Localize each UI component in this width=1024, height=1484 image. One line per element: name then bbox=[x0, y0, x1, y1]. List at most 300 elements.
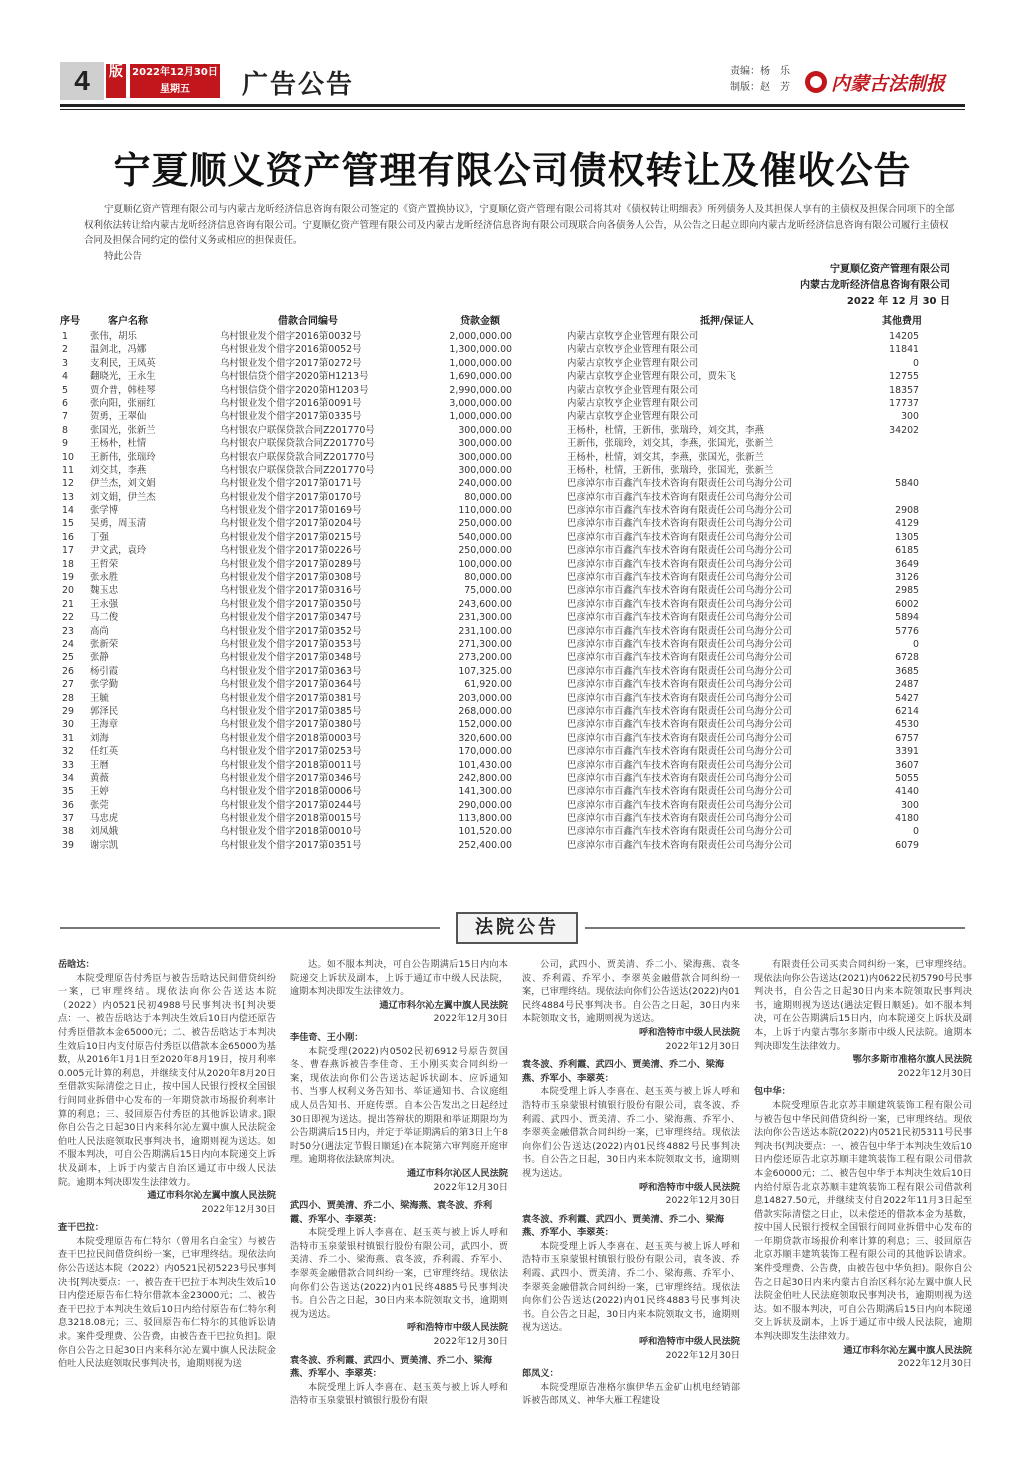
contract-number: 乌村银业发个借字2018第0010号 bbox=[220, 826, 362, 838]
row-index: 17 bbox=[62, 545, 74, 557]
row-index: 9 bbox=[62, 438, 68, 450]
production-line: 制版：赵 芳 bbox=[730, 82, 790, 93]
notice-intro: 宁夏顺亿资产管理有限公司与内蒙古龙昕经济信息咨询有限公司签定的《资产置换协议》，宁夏顺亿资产管理有限公司将其对《债权转让明细表》所列债务人及其担保人享有的主债权及担保合同项下的全部权利依法转让给内蒙古龙昕经济信息咨询有限公司。宁夏顺亿资产管理有限公司及内蒙古龙昕经济信息咨询有限公司现联合向各债务人公告，从公告之日起立即向内蒙古龙昕经济信息咨询有限公司履行主债权合同及担保合同约定的偿付义务或相应的担保责任。 bbox=[84, 204, 955, 246]
issue-date-block bbox=[130, 64, 220, 98]
other-fees: 14205 bbox=[889, 331, 919, 342]
table-row bbox=[60, 397, 965, 410]
notice-body: 本院受理原告准格尔旗伊华五金矿山机电经销部诉被告郎凤义、神华大雁工程建设 bbox=[522, 1381, 740, 1407]
row-index: 10 bbox=[62, 451, 74, 463]
row-index: 27 bbox=[62, 679, 74, 691]
row-index: 32 bbox=[62, 746, 74, 758]
contract-number: 乌村银业发个借字2017第0204号 bbox=[220, 518, 362, 530]
row-index: 26 bbox=[62, 665, 74, 677]
notice-closing: 特此公告 bbox=[104, 251, 143, 262]
row-index: 33 bbox=[62, 759, 74, 771]
contract-number: 乌村银农户联保贷款合同Z201770号 bbox=[220, 464, 375, 476]
masthead-rule-thin bbox=[60, 109, 965, 110]
table-row bbox=[60, 812, 965, 825]
row-index: 34 bbox=[62, 772, 74, 784]
court-notice-banner bbox=[60, 912, 965, 944]
row-index: 2 bbox=[62, 344, 68, 356]
loan-amount: 1,000,000.00 bbox=[449, 411, 512, 423]
guarantor: 巴彦淖尔市百鑫汽车技术咨询有限责任公司乌海分公司 bbox=[567, 612, 793, 624]
row-index: 36 bbox=[62, 799, 74, 811]
loan-amount: 2,990,000.00 bbox=[449, 384, 512, 396]
guarantor: 巴彦淖尔市百鑫汽车技术咨询有限责任公司乌海分公司 bbox=[567, 505, 793, 517]
table-row bbox=[60, 772, 965, 785]
notice-body: 本院受理上诉人李喜在、赵玉英与被上诉人呼和浩特市玉泉蒙银村镇银行股份有限 bbox=[290, 1381, 508, 1407]
guarantor: 巴彦淖尔市百鑫汽车技术咨询有限责任公司乌海分公司 bbox=[567, 692, 793, 704]
other-fees: 6002 bbox=[895, 598, 919, 610]
row-index: 28 bbox=[62, 692, 74, 704]
customer-name: 伊兰杰，刘文娟 bbox=[90, 478, 156, 490]
contract-number: 乌村银农户联保贷款合同Z201770号 bbox=[220, 451, 375, 463]
other-fees: 12755 bbox=[889, 371, 919, 383]
other-fees: 0 bbox=[913, 357, 919, 369]
customer-name: 张向阳，张丽红 bbox=[90, 397, 156, 409]
row-index: 4 bbox=[62, 371, 68, 383]
customer-name: 丁强 bbox=[90, 531, 109, 543]
row-index: 22 bbox=[62, 612, 74, 624]
table-row bbox=[60, 558, 965, 571]
table-row bbox=[60, 517, 965, 530]
banner-rule-right bbox=[585, 927, 965, 929]
signer-company-1: 宁夏顺亿资产管理有限公司 bbox=[830, 264, 950, 275]
other-fees: 0 bbox=[913, 638, 919, 650]
other-fees: 300 bbox=[901, 411, 919, 423]
contract-number: 乌村银业发个借字2017第0364号 bbox=[220, 679, 362, 691]
guarantor: 内蒙古京牧亨企业管理有限公司 bbox=[567, 357, 699, 369]
contract-number: 乌村银业发个借字2017第0363号 bbox=[220, 665, 362, 677]
loan-amount: 231,100.00 bbox=[458, 625, 512, 637]
customer-name: 郭泽民 bbox=[90, 705, 119, 717]
loan-amount: 250,000.00 bbox=[458, 518, 512, 530]
other-fees: 6185 bbox=[895, 545, 919, 557]
court-name: 通辽市科尔沁左翼中旗人民法院 bbox=[379, 999, 508, 1011]
other-fees: 2487 bbox=[895, 679, 919, 691]
table-row bbox=[60, 584, 965, 597]
contract-number: 乌村银业发个借字2017第0381号 bbox=[220, 692, 362, 704]
customer-name: 魏玉忠 bbox=[90, 585, 119, 597]
other-fees: 5840 bbox=[895, 478, 919, 490]
table-row bbox=[60, 531, 965, 544]
notice-body: 本院受理(2022)内0502民初6912号原告贺国冬、曹春燕诉被告李佳奇、王小刚买卖合同纠纷一案，现依法向你们公告送达起诉状副本、应诉通知书、当事人权利义务告知书、举证通知书、合议庭组成人员告知书、开庭传票。自本公告发出之日起经过30日即视为送达。提出答辩状的期限和举证期限均为公告期满后15日内，并定于举证期满后的第3日上午8时50分(遇法定节假日顺延)在本院第六审判庭开庭审理。逾期将依法缺席判决。 bbox=[290, 1045, 508, 1166]
guarantor: 巴彦淖尔市百鑫汽车技术咨询有限责任公司乌海分公司 bbox=[567, 491, 793, 503]
notice-addressee: 袁冬波、乔利霞、武四小、贾美清、乔二小、梁海燕、乔军小、李翠英： bbox=[522, 1213, 725, 1239]
customer-name: 王婷 bbox=[90, 786, 109, 798]
guarantor: 内蒙古京牧亨企业管理有限公司，贾朱飞 bbox=[567, 371, 736, 383]
table-row bbox=[60, 424, 965, 437]
row-index: 37 bbox=[62, 813, 74, 825]
table-row bbox=[60, 678, 965, 691]
guarantor: 巴彦淖尔市百鑫汽车技术咨询有限责任公司乌海分公司 bbox=[567, 478, 793, 490]
guarantor: 巴彦淖尔市百鑫汽车技术咨询有限责任公司乌海分公司 bbox=[567, 558, 793, 570]
loan-amount: 141,300.00 bbox=[458, 786, 512, 798]
other-fees: 6757 bbox=[895, 732, 919, 744]
customer-name: 马二俊 bbox=[90, 612, 119, 624]
customer-name: 高尚 bbox=[90, 625, 109, 637]
masthead-rule bbox=[60, 104, 965, 107]
notice-date: 2022年12月30日 bbox=[665, 1195, 740, 1207]
other-fees: 4140 bbox=[895, 786, 919, 798]
contract-number: 乌村银业发个借字2017第0253号 bbox=[220, 746, 362, 758]
table-row bbox=[60, 544, 965, 557]
customer-name: 支利民，王凤英 bbox=[90, 357, 156, 369]
customer-name: 马忠虎 bbox=[90, 813, 119, 825]
loan-amount: 240,000.00 bbox=[458, 478, 512, 490]
court-name: 通辽市科尔沁左翼中旗人民法院 bbox=[147, 1190, 276, 1202]
guarantor: 王新伟，张瑞玲，刘交其，李燕，张国光，张新兰 bbox=[567, 438, 774, 450]
court-name: 通辽市科尔沁左翼中旗人民法院 bbox=[843, 1344, 972, 1356]
loan-amount: 100,000.00 bbox=[458, 558, 512, 570]
notice-body: 本院受理上诉人李喜在、赵玉英与被上诉人呼和浩特市玉泉蒙银村镇银行股份有限公司，袁冬波、乔利霞、武四小、贾美清、乔二小、梁海燕、乔军小、李翠英金融借款合同纠纷一案，已审理终结。现依法向你们公告送达(2022)内01民终4883号民事判决书。自公告之日起，30日内来本院领取文书，逾期则视为送达。 bbox=[522, 1240, 740, 1334]
notice-date: 2022年12月30日 bbox=[433, 1013, 508, 1025]
row-index: 5 bbox=[62, 384, 68, 396]
other-fees: 4180 bbox=[895, 813, 919, 825]
customer-name: 贺勇，王翠仙 bbox=[90, 411, 147, 423]
loan-amount: 300,000.00 bbox=[458, 438, 512, 450]
customer-name: 张学勤 bbox=[90, 679, 119, 691]
table-row bbox=[60, 785, 965, 798]
contract-number: 乌村银业发个借字2017第0308号 bbox=[220, 572, 362, 584]
row-index: 38 bbox=[62, 826, 74, 838]
contract-number: 乌村银业发个借字2017第0335号 bbox=[220, 411, 362, 423]
guarantor: 内蒙古京牧亨企业管理有限公司 bbox=[567, 411, 699, 423]
other-fees: 5776 bbox=[895, 625, 919, 637]
table-row bbox=[60, 759, 965, 772]
newspaper-brand bbox=[805, 68, 945, 96]
contract-number: 乌村银业发个借字2018第0006号 bbox=[220, 786, 362, 798]
row-index: 1 bbox=[62, 331, 68, 342]
table-row bbox=[60, 718, 965, 731]
other-fees: 6214 bbox=[895, 705, 919, 717]
column-header-customer: 客户名称 bbox=[108, 316, 148, 327]
brand-logo-icon bbox=[805, 71, 827, 93]
loan-amount: 152,000.00 bbox=[458, 719, 512, 731]
loan-amount: 300,000.00 bbox=[458, 451, 512, 463]
court-name: 呼和浩特市中级人民法院 bbox=[638, 1026, 740, 1038]
other-fees: 3649 bbox=[895, 558, 919, 570]
guarantor: 巴彦淖尔市百鑫汽车技术咨询有限责任公司乌海分公司 bbox=[567, 518, 793, 530]
other-fees: 5894 bbox=[895, 612, 919, 624]
row-index: 16 bbox=[62, 531, 74, 543]
customer-name: 尹文武，袁玲 bbox=[90, 545, 147, 557]
table-row bbox=[60, 665, 965, 678]
debt-table-header bbox=[60, 312, 965, 328]
court-notice-heading: 法院公告 bbox=[456, 912, 578, 944]
loan-amount: 101,430.00 bbox=[458, 759, 512, 771]
loan-amount: 273,200.00 bbox=[458, 652, 512, 664]
loan-amount: 110,000.00 bbox=[458, 505, 512, 517]
customer-name: 王哲荣 bbox=[90, 558, 119, 570]
customer-name: 张伟，胡乐 bbox=[90, 331, 137, 342]
row-index: 39 bbox=[62, 839, 74, 851]
guarantor: 内蒙古京牧亨企业管理有限公司 bbox=[567, 397, 699, 409]
guarantor: 巴彦淖尔市百鑫汽车技术咨询有限责任公司乌海分公司 bbox=[567, 585, 793, 597]
notice-body: 本院受理原告付秀臣与被告岳晗达民间借贷纠纷一案，已审理终结。现依法向你公告送达本院（2022）内0521民初4988号民事判决书[判决要点：一、被告岳晗达于本判决生效后10日内偿还原告付秀臣借款本金65000元；二、被告岳晗达于本判决生效后10日内支付原告付秀臣以借款本金65000为基数，从2016年1月1日至2020年8月19日，按月利率0.005元计算的利息，并继续支付从2020年8月20日至借款实际清偿之日止，按中国人民银行授权全国银行间同业拆借中心发布的一年期贷款市场报价利率计算的利息；三、驳回原告付秀臣的其他诉讼请求。]限你自公告之日起30日内来科尔沁左翼中旗人民法院金伯吐人民法庭领取民事判决书，逾期则视为送达。如不服本判决，可自公告期满后15日内向本院递交上诉状及副本，上诉于内蒙古自治区通辽市中级人民法院。逾期本判决即发生法律效力。 bbox=[58, 972, 276, 1188]
notice-body: 有限责任公司买卖合同纠纷一案，已审理终结。现依法向你公告送达(2021)内0622民初5790号民事判决书，自公告之日起30日内来本院领取民事判决书，逾期则视为送达(遇法定假日顺延)。如不服本判决，可在公告期满后15日内，向本院递交上诉状及副本，上诉于内蒙古鄂尔多斯市中级人民法院。逾期本判决即发生法律效力。 bbox=[754, 959, 972, 1052]
contract-number: 乌村银业发个借字2016第0091号 bbox=[220, 397, 362, 409]
court-notices bbox=[58, 958, 974, 1480]
column-header-index: 序号 bbox=[60, 316, 80, 327]
loan-amount: 540,000.00 bbox=[458, 531, 512, 543]
customer-name: 刘海 bbox=[90, 732, 109, 744]
row-index: 30 bbox=[62, 719, 74, 731]
notice-addressee: 查干巴拉： bbox=[58, 1222, 104, 1234]
table-row bbox=[60, 410, 965, 423]
loan-amount: 101,520.00 bbox=[458, 826, 512, 838]
other-fees: 6079 bbox=[895, 839, 919, 851]
table-row bbox=[60, 839, 965, 852]
notice-body: 公司，武四小、贾美清、乔二小、梁海燕、袁冬波、乔利霞、乔军小、李翠英金融借款合同纠纷一案，已审理终结。现依法向你们公告送达(2022)内01民终4884号民事判决书。自公告之日起，30日内来本院领取文书，逾期则视为送达。 bbox=[522, 959, 740, 1025]
column-header-contract: 借款合同编号 bbox=[278, 316, 338, 327]
guarantor: 巴彦淖尔市百鑫汽车技术咨询有限责任公司乌海分公司 bbox=[567, 813, 793, 825]
loan-amount: 268,000.00 bbox=[458, 705, 512, 717]
table-row bbox=[60, 357, 965, 370]
row-index: 18 bbox=[62, 558, 74, 570]
guarantor: 王杨朴，杜情，王新伟，张瑞玲，张国光，张新兰 bbox=[567, 464, 774, 476]
other-fees: 2985 bbox=[895, 585, 919, 597]
guarantor: 巴彦淖尔市百鑫汽车技术咨询有限责任公司乌海分公司 bbox=[567, 679, 793, 691]
contract-number: 乌村银业发个借字2017第0316号 bbox=[220, 585, 362, 597]
other-fees: 34202 bbox=[889, 424, 919, 436]
notice-body: 本院受理上诉人李喜在、赵玉英与被上诉人呼和浩特市玉泉蒙银村镇银行股份有限公司，武四小、贾美清、乔二小、梁海燕、袁冬波，乔利霞、乔军小、李翠英金融借款合同纠纷一案，已审理终结。现依法向你们公告送达(2022)内01民终4885号民事判决书。自公告之日起，30日内来本院领取文书，逾期则视为送达。 bbox=[290, 1227, 508, 1320]
loan-amount: 320,600.00 bbox=[458, 732, 512, 744]
notice-body: 本院受理上诉人李喜在、赵玉英与被上诉人呼和浩特市玉泉蒙银村镇银行股份有限公司，袁冬波、乔利霞、武四小、贾美清、乔二小、梁海燕、乔军小、李翠英金融借款合同纠纷一案，已审理终结。现依法向你们公告送达(2022)内01民终4882号民事判决书。自公告之日起，30日内来本院领取文书，逾期则视为送达。 bbox=[522, 1086, 740, 1179]
table-row bbox=[60, 732, 965, 745]
row-index: 21 bbox=[62, 598, 74, 610]
other-fees: 4530 bbox=[895, 719, 919, 731]
notice-date: 2022年12月30日 bbox=[665, 1349, 740, 1361]
loan-amount: 80,000.00 bbox=[464, 572, 512, 584]
guarantor: 内蒙古京牧亨企业管理有限公司 bbox=[567, 384, 699, 396]
court-column-1 bbox=[58, 958, 276, 1480]
section-title: 广告公告 bbox=[242, 70, 355, 100]
contract-number: 乌村银业发个借字2017第0385号 bbox=[220, 705, 362, 717]
table-row bbox=[60, 343, 965, 356]
loan-amount: 271,300.00 bbox=[458, 638, 512, 650]
page-suffix: 版 bbox=[106, 64, 126, 98]
contract-number: 乌村银业发个借字2017第0272号 bbox=[220, 357, 362, 369]
table-row bbox=[60, 625, 965, 638]
customer-name: 任红英 bbox=[90, 746, 119, 758]
contract-number: 乌村银信贷个借字2020第H1203号 bbox=[220, 384, 369, 396]
contract-number: 乌村银农户联保贷款合同Z201770号 bbox=[220, 438, 375, 450]
notice-date: 2022年12月30日 bbox=[433, 1181, 508, 1193]
masthead bbox=[60, 62, 965, 102]
loan-amount: 61,920.00 bbox=[464, 679, 512, 691]
editor-credits bbox=[730, 64, 790, 96]
table-row bbox=[60, 799, 965, 812]
other-fees: 3126 bbox=[895, 572, 919, 584]
notice-date: 2022年12月30日 bbox=[665, 1040, 740, 1052]
guarantor: 巴彦淖尔市百鑫汽车技术咨询有限责任公司乌海分公司 bbox=[567, 665, 793, 677]
contract-number: 乌村银业发个借字2017第0289号 bbox=[220, 558, 362, 570]
customer-name: 张静 bbox=[90, 652, 109, 664]
table-row bbox=[60, 825, 965, 838]
contract-number: 乌村银业发个借字2017第0350号 bbox=[220, 598, 362, 610]
contract-number: 乌村银业发个借字2017第0169号 bbox=[220, 505, 362, 517]
table-row bbox=[60, 692, 965, 705]
notice-addressee: 袁冬波、乔利霞、武四小、贾美清、乔二小、梁海燕、乔军小、李翠英： bbox=[522, 1059, 725, 1084]
table-row bbox=[60, 705, 965, 718]
guarantor: 巴彦淖尔市百鑫汽车技术咨询有限责任公司乌海分公司 bbox=[567, 772, 793, 784]
customer-name: 王新伟，张瑞玲 bbox=[90, 451, 156, 463]
contract-number: 乌村银业发个借字2018第0011号 bbox=[220, 759, 362, 771]
contract-number: 乌村银业发个借字2017第0380号 bbox=[220, 719, 362, 731]
loan-amount: 113,800.00 bbox=[458, 813, 512, 825]
other-fees: 17737 bbox=[889, 397, 919, 409]
guarantor: 王杨朴，杜情，王新伟，张瑞玲，刘交其，李燕 bbox=[567, 424, 764, 436]
notice-addressee: 岳晗达： bbox=[58, 959, 95, 970]
notice-signature bbox=[800, 262, 950, 310]
notice-addressee: 武四小、贾美清、乔二小、梁海燕、袁冬波、乔利霞、乔军小、李翠英： bbox=[290, 1200, 493, 1225]
contract-number: 乌村银业发个借字2017第0226号 bbox=[220, 545, 362, 557]
loan-amount: 2,000,000.00 bbox=[449, 331, 512, 342]
loan-amount: 170,000.00 bbox=[458, 746, 512, 758]
customer-name: 王暦 bbox=[90, 759, 109, 771]
table-row bbox=[60, 571, 965, 584]
notice-addressee: 袁冬波、乔利霞、武四小、贾美清、乔二小、梁海燕、乔军小、李翠英： bbox=[290, 1354, 493, 1380]
loan-amount: 242,800.00 bbox=[458, 772, 512, 784]
guarantor: 巴彦淖尔市百鑫汽车技术咨询有限责任公司乌海分公司 bbox=[567, 545, 793, 557]
loan-amount: 1,000,000.00 bbox=[449, 357, 512, 369]
contract-number: 乌村银业发个借字2018第0015号 bbox=[220, 813, 362, 825]
loan-amount: 250,000.00 bbox=[458, 545, 512, 557]
page-number: 4 bbox=[60, 62, 104, 100]
contract-number: 乌村银业发个借字2017第0171号 bbox=[220, 478, 362, 490]
column-header-amount: 贷款金额 bbox=[460, 316, 500, 327]
brand-name: 内蒙古法制报 bbox=[831, 72, 946, 95]
row-index: 14 bbox=[62, 505, 74, 517]
row-index: 23 bbox=[62, 625, 74, 637]
loan-amount: 1,300,000.00 bbox=[449, 344, 512, 356]
other-fees: 300 bbox=[901, 799, 919, 811]
guarantor: 巴彦淖尔市百鑫汽车技术咨询有限责任公司乌海分公司 bbox=[567, 598, 793, 610]
loan-amount: 107,325.00 bbox=[458, 665, 512, 677]
contract-number: 乌村银业发个借字2016第0052号 bbox=[220, 344, 362, 356]
customer-name: 张学博 bbox=[90, 505, 119, 517]
table-row bbox=[60, 437, 965, 450]
court-name: 通辽市科尔沁区人民法院 bbox=[406, 1167, 508, 1179]
customer-name: 刘文娟，伊兰杰 bbox=[90, 491, 156, 503]
loan-amount: 1,690,000.00 bbox=[449, 371, 512, 383]
table-row bbox=[60, 651, 965, 664]
table-row bbox=[60, 330, 965, 343]
column-header-guarantor: 抵押/保证人 bbox=[700, 316, 754, 327]
other-fees: 3685 bbox=[895, 665, 919, 677]
contract-number: 乌村银业发个借字2017第0215号 bbox=[220, 531, 362, 543]
table-row bbox=[60, 451, 965, 464]
other-fees: 18357 bbox=[889, 384, 919, 396]
loan-amount: 75,000.00 bbox=[464, 585, 512, 597]
customer-name: 谢宗凯 bbox=[90, 839, 119, 851]
row-index: 29 bbox=[62, 705, 74, 717]
contract-number: 乌村银业发个借字2017第0346号 bbox=[220, 772, 362, 784]
contract-number: 乌村银业发个借字2017第0244号 bbox=[220, 799, 362, 811]
notice-date: 2022年12月30日 bbox=[433, 1336, 508, 1348]
guarantor: 巴彦淖尔市百鑫汽车技术咨询有限责任公司乌海分公司 bbox=[567, 746, 793, 758]
row-index: 24 bbox=[62, 638, 74, 650]
court-name: 鄂尔多斯市准格尔旗人民法院 bbox=[852, 1054, 972, 1066]
row-index: 15 bbox=[62, 518, 74, 530]
customer-name: 翻晓光，王永生 bbox=[90, 371, 156, 383]
contract-number: 乌村银业发个借字2016第0032号 bbox=[220, 331, 362, 342]
table-row bbox=[60, 598, 965, 611]
other-fees: 1305 bbox=[895, 531, 919, 543]
court-name: 呼和浩特市中级人民法院 bbox=[406, 1322, 508, 1334]
customer-name: 王海章 bbox=[90, 719, 119, 731]
customer-name: 温剑北，冯娜 bbox=[90, 344, 147, 356]
contract-number: 乌村银业发个借字2017第0170号 bbox=[220, 491, 362, 503]
contract-number: 乌村银信贷个借字2020第H1213号 bbox=[220, 371, 369, 383]
editor-line: 责编：杨 乐 bbox=[730, 66, 790, 77]
customer-name: 吴勇，周玉清 bbox=[90, 518, 147, 530]
row-index: 19 bbox=[62, 572, 74, 584]
loan-amount: 300,000.00 bbox=[458, 424, 512, 436]
table-row bbox=[60, 504, 965, 517]
customer-name: 张国光，张新兰 bbox=[90, 424, 156, 436]
notice-body: 本院受理原告北京苏丰顺建筑装饰工程有限公司与被告包中华民间借贷纠纷一案，已审理终结。现依法向你公告送达本院(2022)内0521民初5311号民事判决书(判决要点：一、被告包中华于本判决生效后10日内偿还原告北京苏顺丰建筑装饰工程有限公司借款本金60000元；二、被告包中华于本判决生效后10日内给付原告北京苏顺丰建筑装饰工程有限公司借款利息14827.50元，并继续支付自2022年11月3日起至借款实际清偿之日止，以未偿还的借款本金为基数，按中国人民银行授权全国银行间同业拆借中心发布的一年期贷款市场报价利率计算的利息；三、驳回原告北京苏顺丰建筑装饰工程有限公司的其他诉讼请求。案件受理费、公告费，由被告包中华负担)。限你自公告之日起30日内来内蒙古自治区科尔沁左翼中旗人民法院金伯吐人民法庭领取民事判决书，逾期则视为送达。如不服本判决，可自公告期满后15日内向本院递交上诉状及副本，上诉于通辽市中级人民法院，逾期本判决即发生法律效力。 bbox=[754, 1099, 972, 1343]
notice-date: 2022年12月30日 bbox=[897, 1358, 972, 1370]
signer-company-2: 内蒙古龙昕经济信息咨询有限公司 bbox=[800, 280, 950, 291]
banner-rule-left bbox=[60, 927, 440, 929]
table-row bbox=[60, 384, 965, 397]
guarantor: 巴彦淖尔市百鑫汽车技术咨询有限责任公司乌海分公司 bbox=[567, 531, 793, 543]
court-name: 呼和浩特市中级人民法院 bbox=[638, 1181, 740, 1193]
row-index: 12 bbox=[62, 478, 74, 490]
customer-name: 王毓 bbox=[90, 692, 109, 704]
court-column-4 bbox=[754, 958, 972, 1480]
notice-date: 2022年12月30日 bbox=[897, 1067, 972, 1079]
notice-addressee: 李佳奇、王小刚： bbox=[290, 1031, 364, 1043]
customer-name: 张莞 bbox=[90, 799, 109, 811]
guarantor: 巴彦淖尔市百鑫汽车技术咨询有限责任公司乌海分公司 bbox=[567, 759, 793, 771]
other-fees: 5055 bbox=[895, 772, 919, 784]
guarantor: 巴彦淖尔市百鑫汽车技术咨询有限责任公司乌海分公司 bbox=[567, 652, 793, 664]
contract-number: 乌村银业发个借字2018第0003号 bbox=[220, 732, 362, 744]
table-row bbox=[60, 611, 965, 624]
guarantor: 王杨朴，杜情，刘交其，李燕，张国光，张新兰 bbox=[567, 451, 764, 463]
guarantor: 巴彦淖尔市百鑫汽车技术咨询有限责任公司乌海分公司 bbox=[567, 799, 793, 811]
loan-amount: 3,000,000.00 bbox=[449, 397, 512, 409]
issue-weekday: 星期五 bbox=[160, 84, 190, 95]
notice-addressee: 郎凤义： bbox=[522, 1368, 559, 1380]
loan-amount: 231,300.00 bbox=[458, 612, 512, 624]
table-row bbox=[60, 638, 965, 651]
court-column-2 bbox=[290, 958, 508, 1480]
row-index: 31 bbox=[62, 732, 74, 744]
contract-number: 乌村银业发个借字2017第0351号 bbox=[220, 839, 362, 851]
contract-number: 乌村银业发个借字2017第0352号 bbox=[220, 625, 362, 637]
row-index: 6 bbox=[62, 397, 68, 409]
table-row bbox=[60, 491, 965, 504]
row-index: 11 bbox=[62, 464, 74, 476]
customer-name: 张新荣 bbox=[90, 638, 119, 650]
notice-title: 宁夏顺义资产管理有限公司债权转让及催收公告 bbox=[113, 148, 912, 192]
customer-name: 杨引霞 bbox=[90, 665, 119, 677]
guarantor: 巴彦淖尔市百鑫汽车技术咨询有限责任公司乌海分公司 bbox=[567, 826, 793, 838]
loan-amount: 243,600.00 bbox=[458, 598, 512, 610]
other-fees: 11841 bbox=[889, 344, 919, 356]
loan-amount: 290,000.00 bbox=[458, 799, 512, 811]
guarantor: 巴彦淖尔市百鑫汽车技术咨询有限责任公司乌海分公司 bbox=[567, 719, 793, 731]
other-fees: 3391 bbox=[895, 746, 919, 758]
table-row bbox=[60, 464, 965, 477]
notice-date: 2022年12月30日 bbox=[201, 1203, 276, 1215]
other-fees: 2908 bbox=[895, 505, 919, 517]
contract-number: 乌村银农户联保贷款合同Z201770号 bbox=[220, 424, 375, 436]
